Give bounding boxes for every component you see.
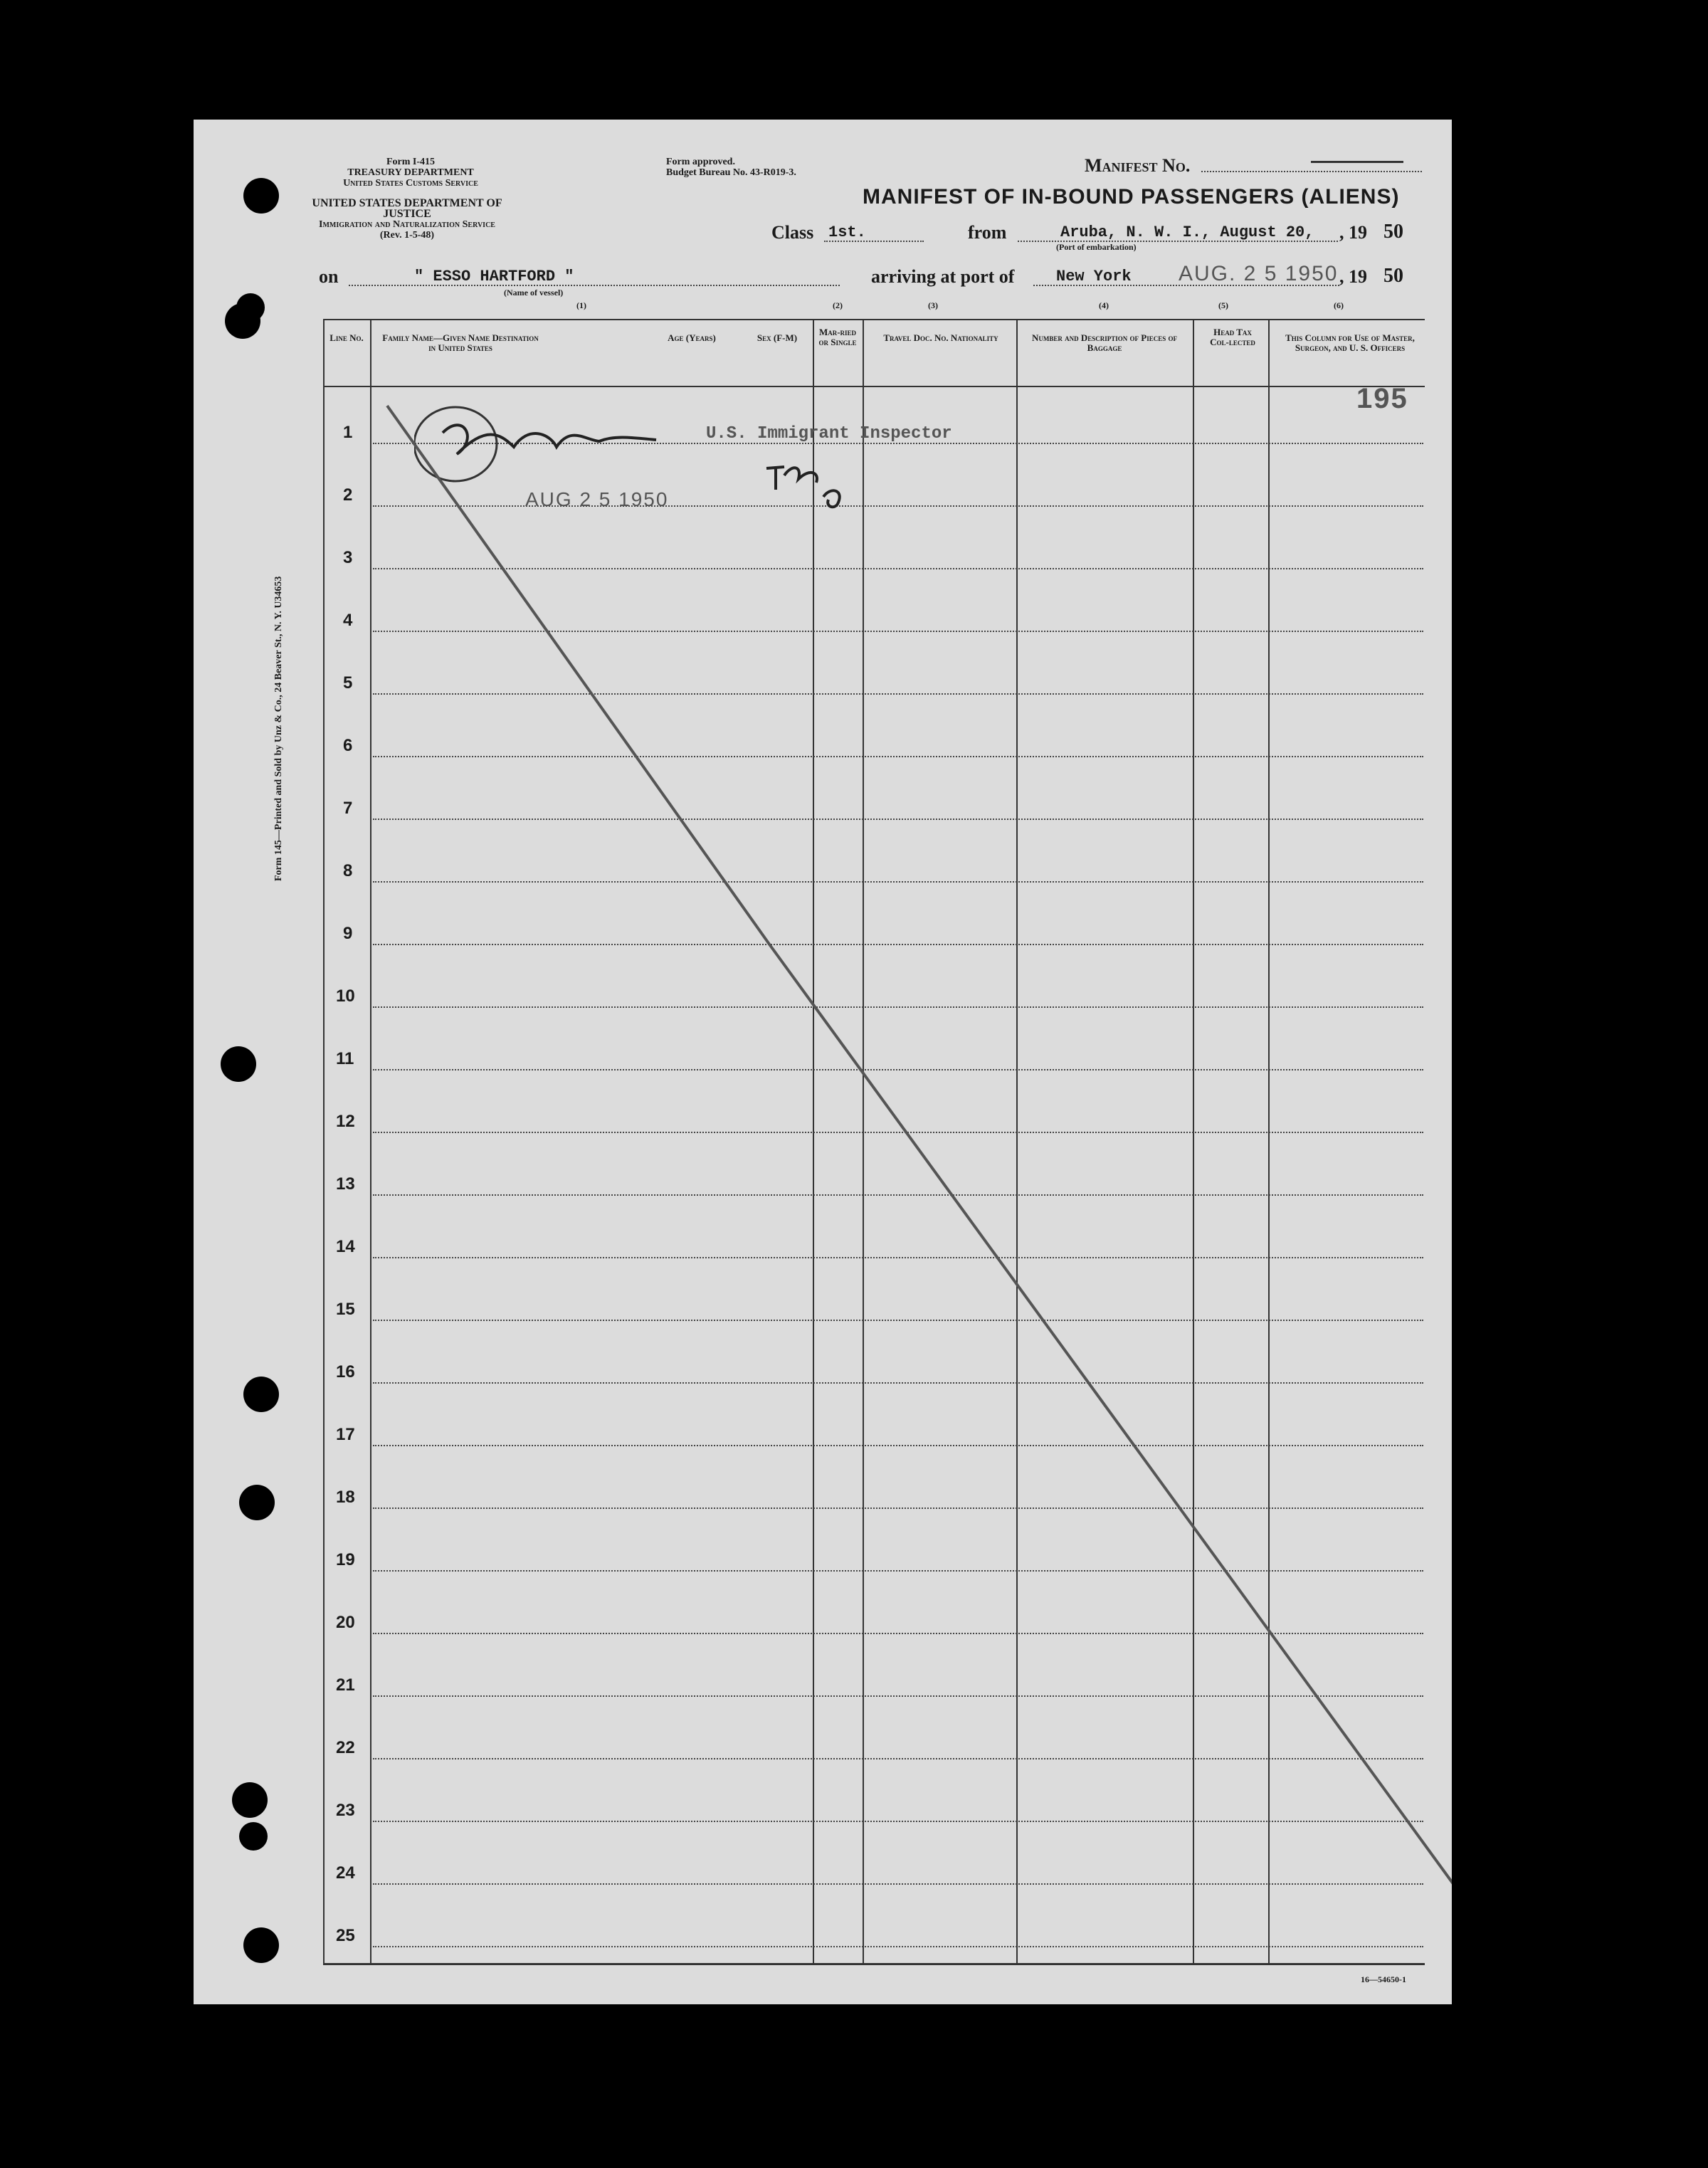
line-number: 23	[336, 1801, 355, 1820]
binder-hole	[239, 1822, 268, 1851]
class-value: 1st.	[828, 223, 866, 241]
col-tax: Head Tax Col-lected	[1210, 327, 1255, 347]
binder-hole	[221, 1046, 256, 1082]
col2-caption: (2)	[833, 300, 843, 310]
line-number: 1	[343, 423, 353, 442]
line-number: 10	[336, 986, 355, 1006]
line-number: 5	[343, 673, 353, 693]
line-number: 6	[343, 736, 353, 755]
vessel-value: " ESSO HARTFORD "	[414, 268, 574, 285]
line-number: 14	[336, 1237, 355, 1256]
line-number: 22	[336, 1738, 355, 1757]
arriving-label: arriving at port of	[871, 266, 1015, 287]
line-number: 18	[336, 1488, 355, 1507]
port-value: New York	[1056, 268, 1132, 285]
line-number: 12	[336, 1112, 355, 1131]
from-label: from	[968, 222, 1007, 243]
binder-hole	[243, 1377, 279, 1412]
side-printer-note: Form 145—Printed and Sold by Unz & Co., 24 Beaver St., N. Y. U34653	[273, 576, 284, 881]
line-number: 17	[336, 1425, 355, 1444]
col-age: Age (Years)	[668, 332, 716, 343]
approval-line1: Form approved.	[666, 157, 735, 167]
embark-caption: (Port of embarkation)	[1056, 242, 1137, 252]
binder-hole	[243, 178, 279, 214]
col4-caption: (4)	[1099, 300, 1109, 310]
vessel-year-value: 50	[1383, 265, 1403, 287]
line-number: 11	[336, 1049, 354, 1068]
manifest-no-label: Manifest No.	[1085, 155, 1191, 176]
footer-code: 16—54650-1	[1361, 1974, 1406, 1984]
line-number: 9	[343, 924, 353, 943]
form-number: Form I-415	[386, 157, 436, 167]
arrival-date-stamp: AUG. 2 5 1950	[1179, 262, 1339, 285]
col-baggage: Number and Description of Pieces of Baggage	[1032, 332, 1177, 353]
col-name: Family Name—Given Name Destination in United States	[382, 332, 539, 353]
line-number: 24	[336, 1863, 355, 1883]
col-travel: Travel Doc. No. Nationality	[883, 332, 998, 343]
line-number: 21	[336, 1675, 355, 1695]
line-number: 20	[336, 1613, 355, 1632]
binder-hole	[236, 293, 265, 322]
col-officer: This Column for Use of Master, Surgeon, and U. S. Officers	[1285, 332, 1415, 353]
col-line-no: Line No.	[330, 332, 364, 343]
class-year-prefix: , 19	[1339, 222, 1367, 243]
line-number: 4	[343, 611, 353, 630]
inspector-title: U.S. Immigrant Inspector	[706, 424, 952, 443]
binder-hole	[243, 1927, 279, 1963]
approval-line2: Budget Bureau No. 43-R019-3.	[666, 167, 796, 178]
line-number: 8	[343, 861, 353, 880]
class-label: Class	[771, 222, 814, 243]
on-label: on	[319, 266, 339, 287]
col-sex: Sex (F-M)	[757, 332, 798, 343]
officer-number: 195	[1356, 383, 1408, 414]
line-number: 16	[336, 1362, 355, 1382]
vessel-year-prefix: , 19	[1339, 266, 1367, 287]
line-number: 7	[343, 799, 353, 818]
line-number: 25	[336, 1926, 355, 1945]
manifest-page	[194, 120, 1452, 2004]
justice-dept: UNITED STATES DEPARTMENT OF JUSTICE	[312, 197, 502, 220]
customs-service: United States Customs Service	[343, 178, 478, 189]
line-number: 13	[336, 1174, 355, 1194]
revision: (Rev. 1-5-48)	[379, 230, 435, 241]
col6-caption: (6)	[1334, 300, 1344, 310]
ins-service: Immigration and Naturalization Service	[319, 219, 495, 230]
inspector-date-stamp: AUG 2 5 1950	[525, 488, 669, 510]
col1-caption: (1)	[576, 300, 586, 310]
col3-caption: (3)	[928, 300, 938, 310]
line-number: 2	[343, 485, 353, 505]
binder-hole	[232, 1782, 268, 1818]
line-number: 3	[343, 548, 353, 567]
treasury-dept: TREASURY DEPARTMENT	[347, 167, 474, 178]
page-title: MANIFEST OF IN-BOUND PASSENGERS (ALIENS)	[863, 185, 1400, 209]
col-married: Mar-ried or Single	[818, 327, 857, 347]
col5-caption: (5)	[1218, 300, 1228, 310]
vessel-caption: (Name of vessel)	[504, 288, 564, 298]
cancel-line	[194, 120, 1452, 2004]
class-year-value: 50	[1383, 221, 1403, 243]
line-number: 15	[336, 1300, 355, 1319]
from-value: Aruba, N. W. I., August 20,	[1060, 223, 1314, 241]
binder-hole	[239, 1485, 275, 1520]
line-number: 19	[336, 1550, 355, 1569]
